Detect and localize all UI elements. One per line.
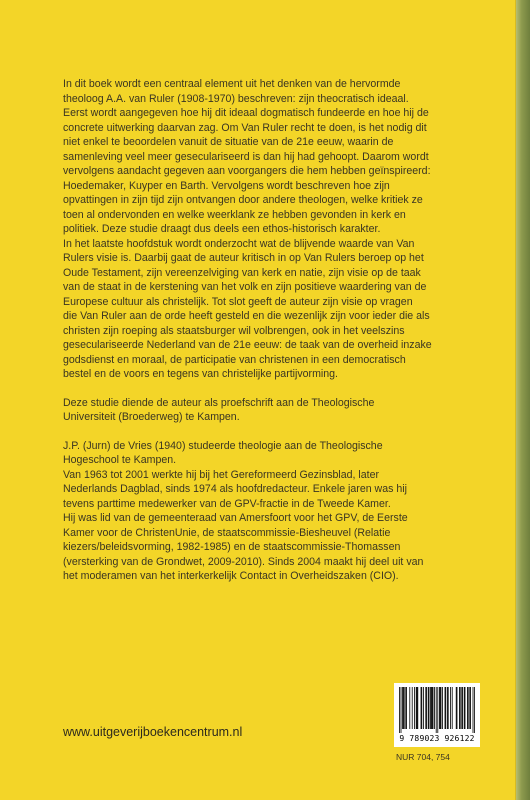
barcode-bar xyxy=(467,687,468,729)
barcode-bar xyxy=(456,687,457,729)
barcode-bar xyxy=(450,687,451,729)
text-line: Hogeschool te Kampen. xyxy=(63,454,177,466)
text-line: van de staat in de kerstening van het volk en zijn positieve waardering van de xyxy=(63,281,427,293)
text-line: politiek. Deze studie draagt dus deels een ethos-historisch karakter. xyxy=(63,223,381,235)
text-line: kiezers/beleidsvorming, 1982-1985) en de staatscommissie-Thomassen xyxy=(63,541,401,553)
text-line: concrete uitwerking daarvan zag. Om Van Ruler recht te doen, is het nodig dit xyxy=(63,121,427,134)
text-line: vervolgens aandacht gegeven aan voorgangers die hem hebben geïnspireerd: xyxy=(63,165,431,177)
text-line: Universiteit (Broederweg) te Kampen. xyxy=(63,411,240,423)
text-line: tevens parttime medewerker van de GPV-fractie in de Tweede Kamer. xyxy=(63,497,391,510)
barcode-bar xyxy=(401,687,402,733)
barcode-bar xyxy=(414,687,415,729)
text-line: Oude Testament, zijn vereenzelviging van kerk en natie, zijn visie op de taak xyxy=(63,266,421,279)
barcode-bar xyxy=(409,687,410,729)
barcode-bar xyxy=(469,687,470,729)
barcode-bar xyxy=(405,687,406,729)
author-bio xyxy=(63,439,473,584)
text-line: niet enkel te beoordelen vanuit de situatie van de 21e eeuw, waarin de xyxy=(63,136,394,148)
cover-text-block xyxy=(63,77,473,584)
paragraph-gap xyxy=(63,382,473,396)
barcode-bar xyxy=(434,687,435,729)
barcode-bar xyxy=(440,687,441,729)
barcode-bars xyxy=(399,687,475,733)
text-line: theoloog A.A. van Ruler (1908-1970) beschreven: zijn theocratisch ideaal. xyxy=(63,92,409,105)
text-line: christen zijn roeping als staatsburger wil volbrengen, ook in het veelszins xyxy=(63,324,405,337)
barcode-bar xyxy=(431,687,432,729)
barcode-bar xyxy=(473,687,474,733)
barcode-bar xyxy=(430,687,431,729)
text-line: (versterking van de Grondwet, 2009-2010). Sinds 2004 maakt hij deel uit van xyxy=(63,555,424,568)
dissertation-note xyxy=(63,396,473,425)
text-line: het moderamen van het interkerkelijk Contact in Overheidszaken (CIO). xyxy=(63,570,399,582)
text-line: die Van Ruler aan de orde heeft gesteld en die wezenlijk zijn voor ieder die als xyxy=(63,310,430,322)
text-line: Deze studie diende de auteur als proefschrift aan de Theologische xyxy=(63,396,375,409)
text-line: samenleving veel meer geseculariseerd is dan hij had gehoopt. Daarom wordt xyxy=(63,150,429,163)
barcode-number: 9 789023 926122 xyxy=(399,734,475,743)
barcode-bar xyxy=(445,687,446,729)
text-line: toen al ondervonden en welke weerklank ze hebben gevonden in kerk en xyxy=(63,208,406,221)
barcode-bar xyxy=(448,687,449,729)
barcode-bar xyxy=(465,687,466,729)
barcode-bar xyxy=(436,687,437,733)
barcode-bar xyxy=(445,687,446,729)
barcode-bar xyxy=(452,687,453,729)
barcode-bar xyxy=(459,687,460,729)
barcode-bar xyxy=(429,687,430,729)
barcode-bar xyxy=(406,687,407,729)
barcode-bar xyxy=(474,687,475,733)
barcode-bar xyxy=(441,687,442,729)
text-line: godsdienst en moraal, de participatie van christenen in een democratisch xyxy=(63,353,406,366)
barcode-bar xyxy=(460,687,461,729)
barcode-bar xyxy=(399,687,400,733)
barcode-bar xyxy=(461,687,462,729)
barcode-bar xyxy=(403,687,404,729)
barcode-bar xyxy=(462,687,463,729)
text-line: Kamer voor de ChristenUnie, de staatscommissie-Biesheuvel (Relatie xyxy=(63,526,391,539)
text-line: Van 1963 tot 2001 werkte hij bij het Gereformeerd Gezinsblad, later xyxy=(63,468,380,481)
barcode-bar xyxy=(412,687,413,729)
barcode-bar xyxy=(421,687,422,729)
text-line: Hij was lid van de gemeenteraad van Amersfoort voor het GPV, de Eerste xyxy=(63,512,408,524)
barcode-bar xyxy=(437,687,438,733)
barcode-bar xyxy=(442,687,443,729)
barcode-bar xyxy=(426,687,427,729)
text-line: Rulers visie is. Daarbij gaat de auteur kritisch in op Van Rulers beroep op het xyxy=(63,252,424,264)
barcode-bar xyxy=(457,687,458,729)
summary-paragraph xyxy=(63,77,473,382)
barcode-bar xyxy=(439,687,440,729)
barcode-bar xyxy=(423,687,424,729)
text-line: In het laatste hoofdstuk wordt onderzocht wat de blijvende waarde van Van xyxy=(63,237,415,250)
text-line: J.P. (Jurn) de Vries (1940) studeerde theologie aan de Theologische xyxy=(63,439,383,452)
barcode-bar xyxy=(416,687,417,729)
barcode-bar xyxy=(417,687,418,729)
text-line: Eerst wordt aangegeven hoe hij dit ideaal dogmatisch fundeerde en hoe hij de xyxy=(63,107,429,119)
text-line: Europese cultuur als christelijk. Tot slot geeft de auteur zijn visie op vragen xyxy=(63,295,413,308)
barcode-bar xyxy=(425,687,426,729)
publisher-website[interactable]: www.uitgeverijboekencentrum.nl xyxy=(63,725,243,739)
barcode-bar xyxy=(421,687,422,729)
barcode-bar xyxy=(404,687,405,729)
text-line: bestel en de voors en tegens van christelijke partijvorming. xyxy=(63,368,338,380)
nur-code: NUR 704, 754 xyxy=(396,752,450,762)
barcode-bar xyxy=(402,687,403,729)
barcode-bar xyxy=(432,687,433,729)
text-line: geseculariseerde Nederland van de 21e eeuw: de taak van de overheid inzake xyxy=(63,339,432,351)
text-line: opvattingen in zijn tijd zijn ontvangen door andere theologen, welke kritiek ze xyxy=(63,194,423,206)
barcode-bar xyxy=(428,687,429,729)
barcode-bar xyxy=(468,687,469,729)
barcode-bar xyxy=(417,687,418,729)
text-line: Hoedemaker, Kuyper en Barth. Vervolgens wordt beschreven hoe zijn xyxy=(63,179,390,192)
text-line: In dit boek wordt een centraal element uit het denken van de hervormde xyxy=(63,78,401,90)
barcode-bar xyxy=(464,687,465,729)
barcode-bar xyxy=(470,687,471,729)
book-spine-edge xyxy=(516,0,530,800)
barcode-bar xyxy=(447,687,448,729)
text-line: Nederlands Dagblad, sinds 1974 als hoofdredacteur. Enkele jaren was hij xyxy=(63,483,407,495)
isbn-barcode xyxy=(394,683,480,747)
barcode-bar xyxy=(433,687,434,729)
paragraph-gap xyxy=(63,425,473,439)
